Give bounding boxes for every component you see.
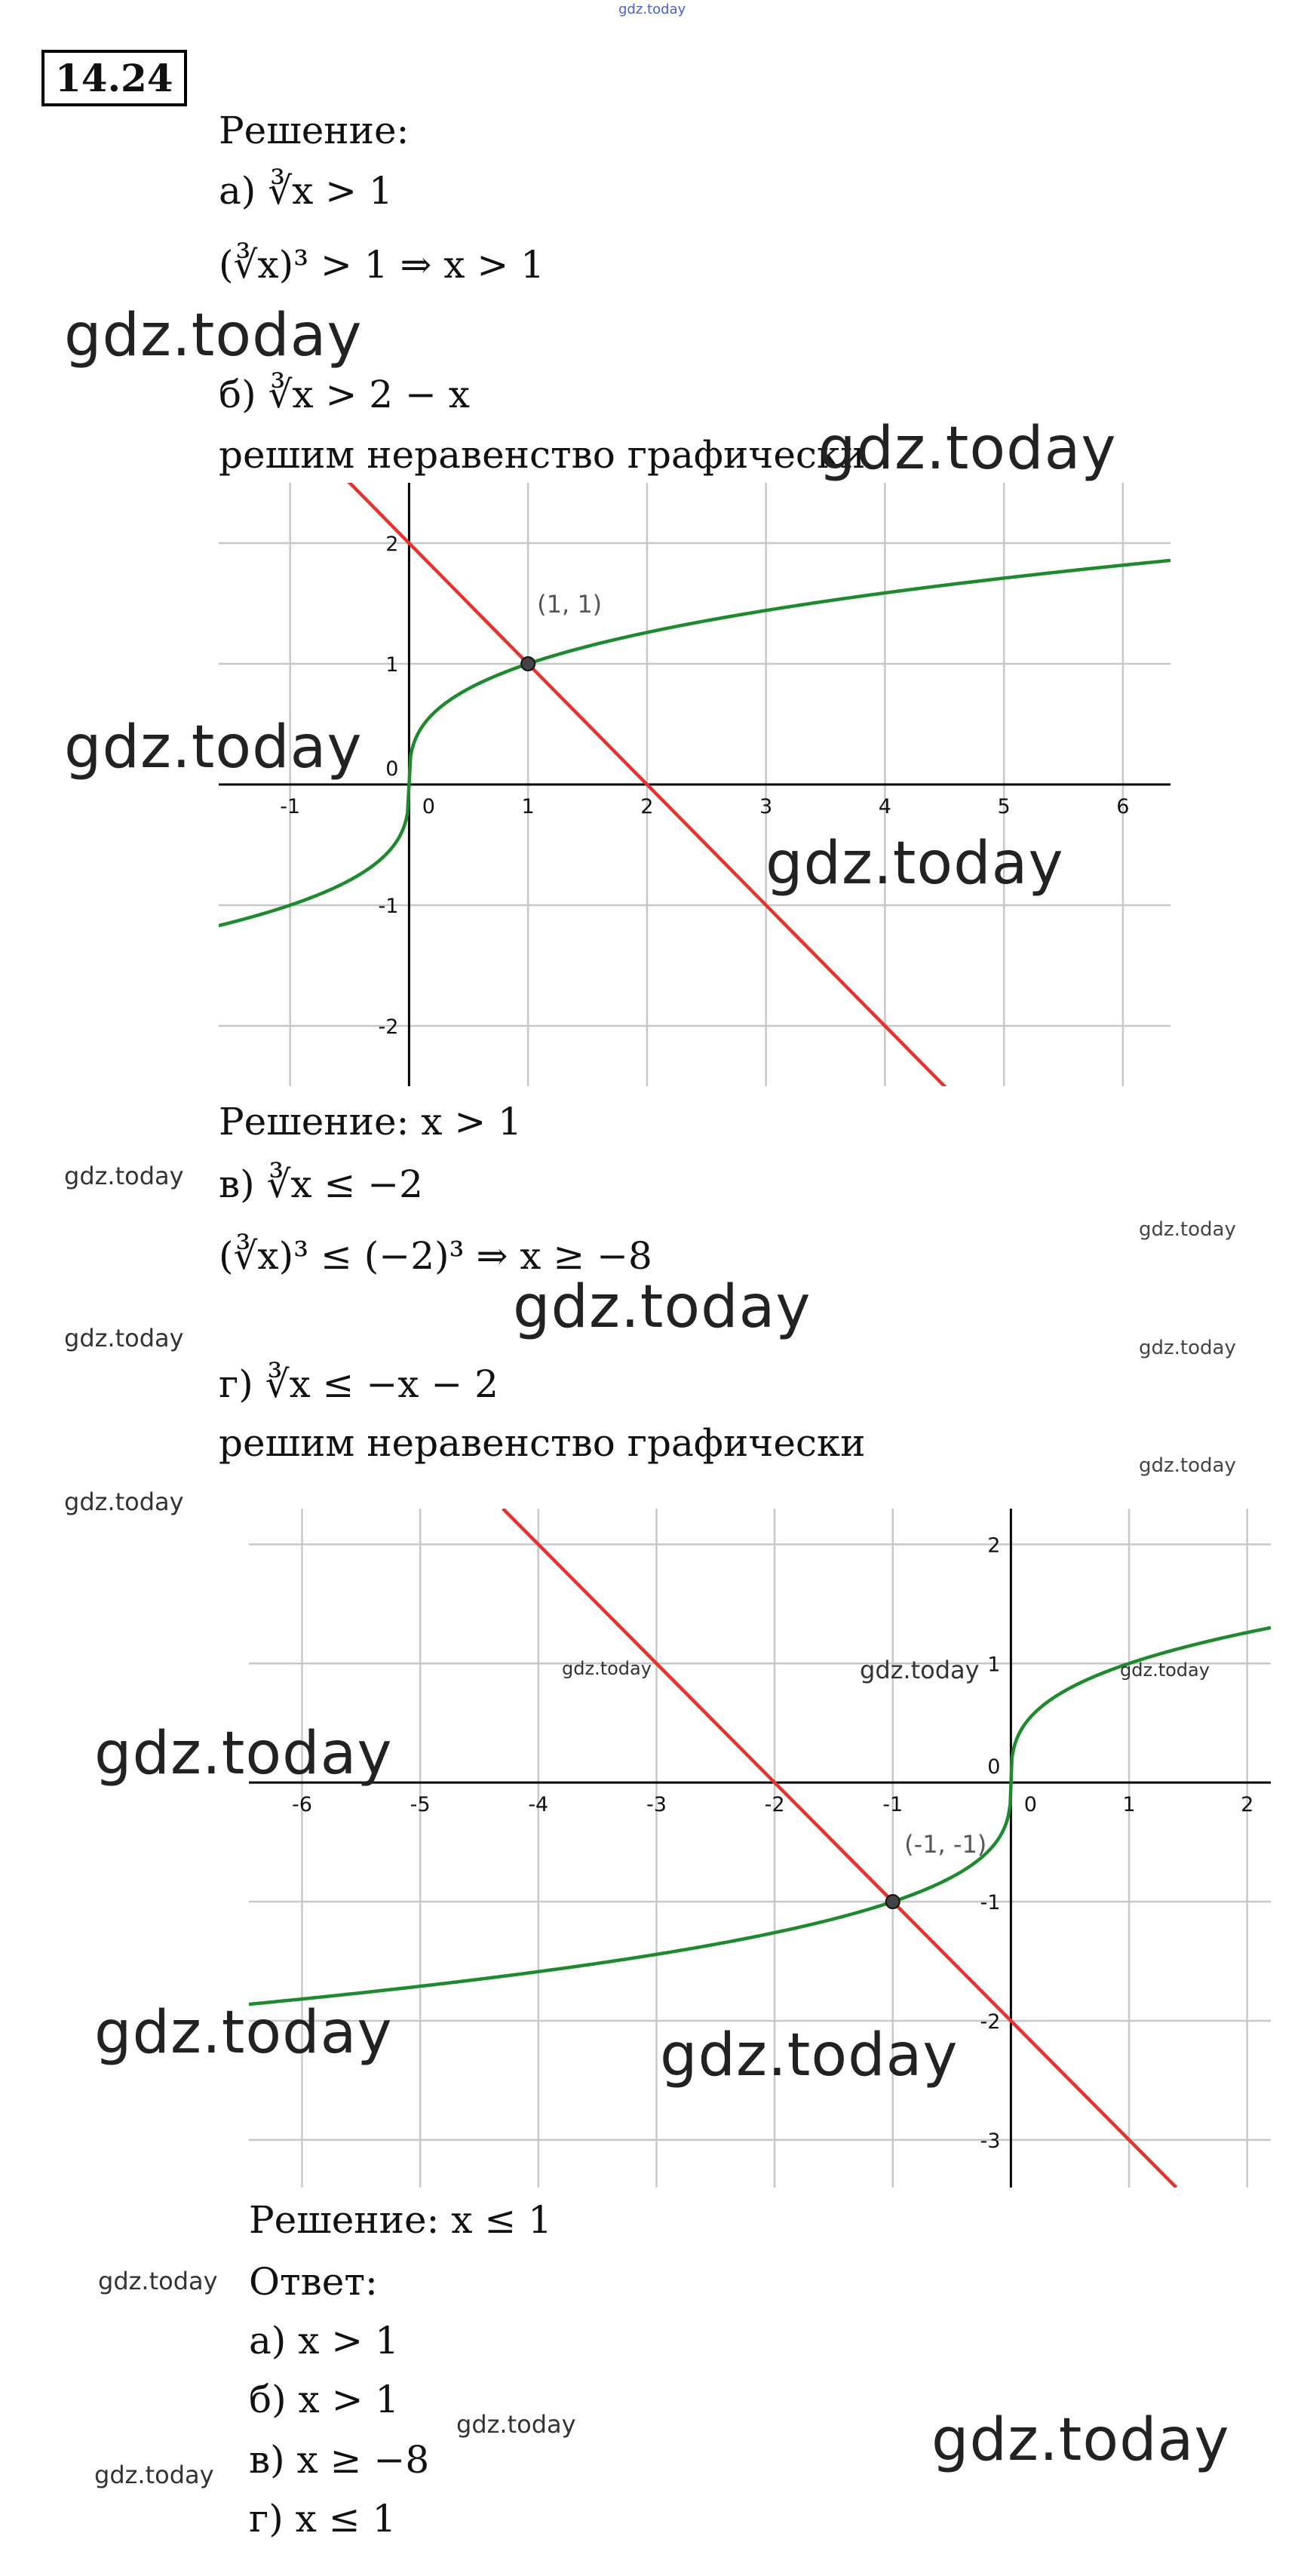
watermark: gdz.today (64, 1488, 184, 1516)
solution-heading: Решение: (219, 109, 410, 152)
watermark: gdz.today (94, 1999, 393, 2067)
watermark: gdz.today (456, 2410, 576, 2439)
x-tick-label: -4 (528, 1793, 549, 1817)
x-tick-label: 5 (997, 795, 1011, 818)
x-tick-label: 6 (1116, 795, 1130, 818)
answer-b: б) x > 1 (249, 2378, 400, 2421)
part-c-inequality: в) ∛x ≤ −2 (219, 1162, 423, 1206)
part-a-step: (∛x)³ > 1 ⇒ x > 1 (219, 243, 545, 287)
part-d-solution: Решение: x ≤ 1 (249, 2198, 552, 2242)
watermark: gdz.today (64, 1162, 184, 1190)
watermark: gdz.today (562, 1658, 652, 1679)
y-tick-label: 2 (385, 533, 399, 556)
y-tick-label: -3 (980, 2129, 1001, 2153)
x-tick-label: 1 (1122, 1793, 1136, 1817)
x-tick-label: -1 (280, 795, 301, 818)
watermark: gdz.today (64, 1324, 184, 1352)
watermark: gdz.today (1139, 1337, 1236, 1359)
problem-number: 14.24 (41, 50, 187, 106)
watermark: gdz.today (94, 2461, 214, 2489)
x-tick-label: 1 (521, 795, 535, 818)
y-tick-label: 2 (987, 1534, 1001, 1558)
y-tick-label: -2 (378, 1015, 399, 1039)
intersection-point (521, 657, 535, 671)
watermark: gdz.today (660, 2022, 959, 2089)
watermark: gdz.today (94, 1720, 393, 1788)
watermark: gdz.today (931, 2406, 1230, 2474)
x-tick-label: 2 (1241, 1793, 1254, 1817)
origin-label-x: 0 (1023, 1793, 1037, 1817)
watermark: gdz.today (766, 830, 1064, 898)
answer-heading: Ответ: (249, 2260, 378, 2304)
y-tick-label: 1 (385, 653, 399, 677)
cbrt-curve (249, 1628, 1271, 2004)
watermark: gdz.today (818, 415, 1117, 483)
x-tick-label: -5 (410, 1793, 431, 1817)
y-tick-label: -1 (378, 895, 399, 918)
origin-label-y: 0 (385, 757, 399, 781)
watermark: gdz.today (860, 1656, 980, 1684)
watermark: gdz.today (513, 1273, 812, 1341)
chart-part-b (219, 483, 1171, 1086)
point-label: (-1, -1) (904, 1830, 987, 1859)
x-tick-label: -2 (764, 1793, 785, 1817)
answer-d: г) x ≤ 1 (249, 2497, 397, 2541)
watermark: gdz.today (1139, 1218, 1236, 1241)
intersection-point (886, 1895, 900, 1908)
part-b-inequality: б) ∛x > 2 − x (219, 373, 470, 416)
part-d-inequality: г) ∛x ≤ −x − 2 (219, 1362, 499, 1406)
watermark: gdz.today (98, 2267, 218, 2295)
y-tick-label: 1 (987, 1653, 1001, 1677)
origin-label-y: 0 (987, 1755, 1001, 1779)
part-b-solution: Решение: x > 1 (219, 1100, 522, 1144)
answer-a: а) x > 1 (249, 2319, 399, 2363)
part-a-inequality: а) ∛x > 1 (219, 169, 393, 213)
watermark: gdz.today (1139, 1454, 1236, 1477)
y-tick-label: -1 (980, 1891, 1001, 1915)
x-tick-label: -3 (646, 1793, 667, 1817)
watermark: gdz.today (64, 302, 363, 370)
x-tick-label: -6 (292, 1793, 312, 1817)
y-tick-label: -2 (980, 2010, 1001, 2034)
point-label: (1, 1) (537, 590, 603, 619)
top-watermark: gdz.today (618, 2, 686, 17)
x-tick-label: 2 (640, 795, 654, 818)
x-tick-label: 4 (878, 795, 891, 818)
origin-label-x: 0 (422, 795, 435, 818)
solve-graphically-2: решим неравенство графически (219, 1421, 866, 1465)
watermark: gdz.today (1120, 1660, 1210, 1681)
answer-c: в) x ≥ −8 (249, 2438, 430, 2482)
watermark: gdz.today (64, 714, 363, 781)
solve-graphically-1: решим неравенство графически (219, 433, 866, 477)
x-tick-label: 3 (759, 795, 773, 818)
part-c-step: (∛x)³ ≤ (−2)³ ⇒ x ≥ −8 (219, 1234, 652, 1278)
x-tick-label: -1 (882, 1793, 904, 1817)
